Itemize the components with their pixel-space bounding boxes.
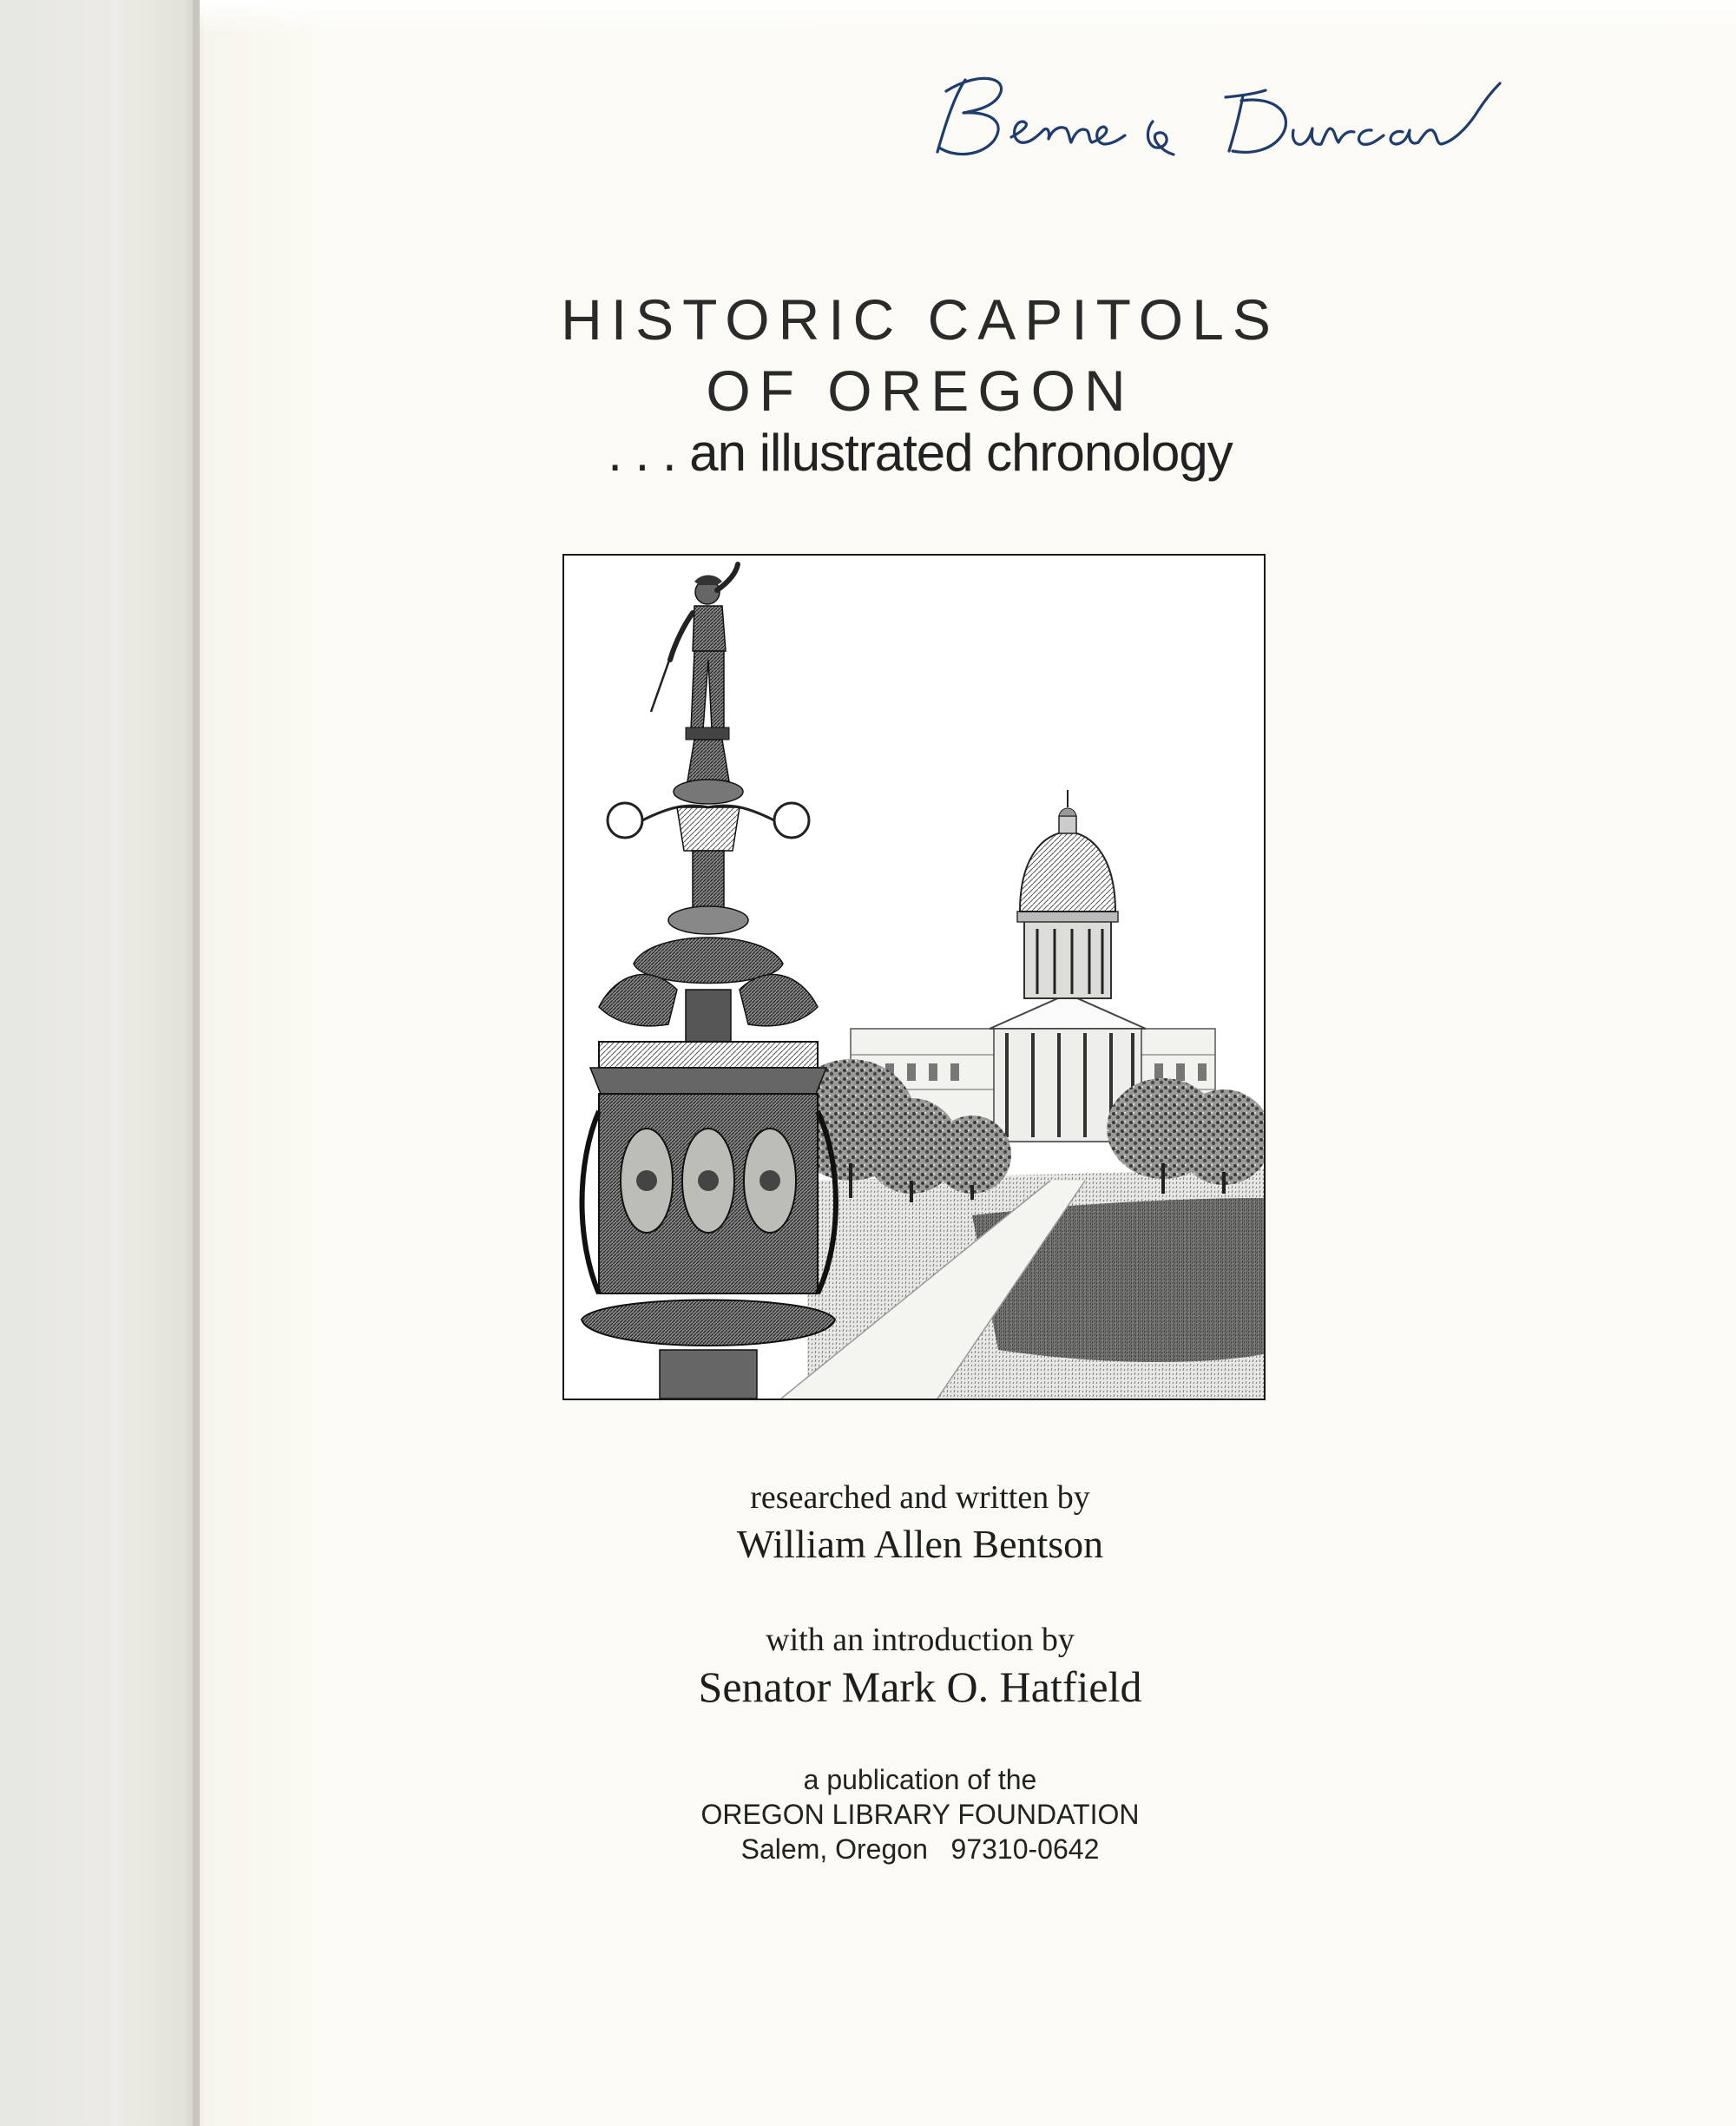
title-line-1: HISTORIC CAPITOLS bbox=[561, 287, 1279, 352]
publisher-name: OREGON LIBRARY FOUNDATION bbox=[700, 1799, 1140, 1830]
introduction-by-label: with an introduction by bbox=[766, 1622, 1075, 1658]
publisher-address: Salem, Oregon 97310-0642 bbox=[740, 1833, 1100, 1865]
gutter-shadow bbox=[193, 0, 205, 2126]
capitol-fountain-icon bbox=[564, 556, 1264, 1399]
author-name: William Allen Bentson bbox=[736, 1522, 1104, 1566]
publication-label: a publication of the bbox=[803, 1764, 1037, 1795]
researched-by-label: researched and written by bbox=[750, 1479, 1090, 1516]
title-line-2: OF OREGON bbox=[706, 359, 1134, 423]
introduction-author: Senator Mark O. Hatfield bbox=[698, 1662, 1142, 1711]
handwritten-signature bbox=[920, 61, 1545, 174]
frontispiece-illustration bbox=[562, 554, 1266, 1400]
page-top-edge bbox=[200, 0, 1736, 35]
left-page bbox=[0, 0, 200, 2126]
subtitle: . . . an illustrated chronology bbox=[608, 424, 1233, 482]
